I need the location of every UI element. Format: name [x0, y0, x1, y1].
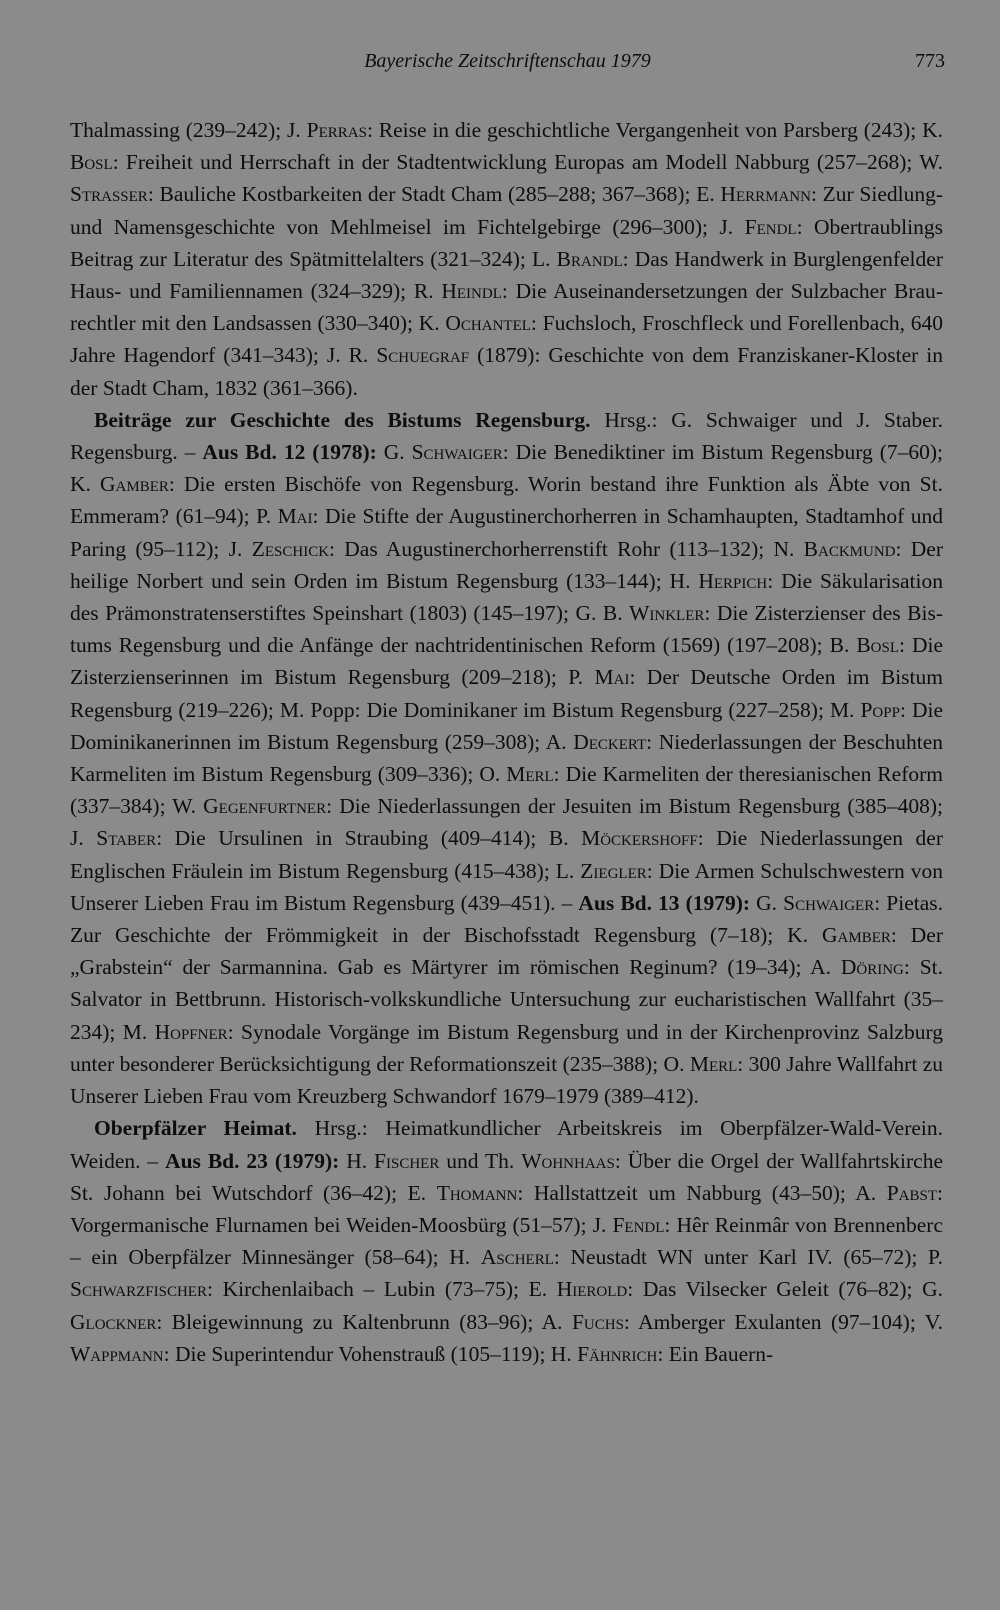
bold-heading: Aus Bd. 13 (1979): [578, 890, 751, 915]
author-name: Gamber [100, 472, 169, 497]
author-name: Hopfner [154, 1019, 228, 1044]
text-run: G. [376, 440, 412, 465]
text-run: : Neustadt WN unter Karl IV. (65–72); P. [553, 1245, 943, 1270]
text-run: : Hêr Reinmâr von Brennenberc – ein Oberpfälzer Minnesänger (58–64); H. [70, 1212, 943, 1270]
author-name: Thomann [436, 1180, 518, 1205]
text-run: : Die Dominikanerinnen im Bistum Regensburg (259–308); A. [70, 697, 943, 754]
text-run: Thalmassing (239–242); J. [70, 118, 307, 142]
bold-heading: Beiträge zur Geschichte des Bistums Regensburg. [94, 407, 591, 432]
text-run: : Kirchenlaibach – Lubin (73–75); E. [206, 1277, 557, 1302]
entry-paragraph [70, 1112, 943, 1370]
author-name: Glockner [70, 1309, 157, 1334]
bold-heading: Aus Bd. 23 (1979): [165, 1148, 340, 1173]
text-run: : Ein Bauern- [657, 1341, 774, 1366]
author-name: Gegenfurtner [203, 794, 327, 819]
text-run: : Der heilige Norbert und sein Orden im Bistum Regensburg (133–144); H. [70, 536, 944, 593]
author-name: Möckershoff [581, 826, 698, 851]
text-run: : 300 Jahre Wallfahrt zu Unserer Lieben Frau vom Kreuzberg Schwandorf 1679–1979 (389–412). [70, 1051, 943, 1109]
author-name: Fendl [744, 214, 797, 239]
author-name: Schuegraf [376, 343, 470, 368]
author-name: Mai [277, 504, 313, 529]
author-name: Fischer [374, 1148, 440, 1173]
author-name: Fähnrich [577, 1341, 658, 1366]
text-run: : Das Augustinerchorherrenstift Rohr (113–132); N. [329, 536, 804, 561]
text-run: : Vorgermanische Flurnamen bei Weiden-Moosbürg (51–57); J. [70, 1180, 943, 1237]
author-name: Perras [306, 118, 367, 142]
author-name: Popp [860, 697, 900, 722]
author-name: Merl [689, 1051, 738, 1076]
author-name: Gamber [822, 923, 891, 948]
text-run: : Die Superintendur Vohenstrauß (105–119); H. [163, 1341, 578, 1366]
text-run: und Th. [439, 1148, 522, 1173]
author-name: Döring [840, 955, 904, 980]
author-name: Bosl [856, 633, 899, 658]
author-name: Backmund [803, 536, 896, 561]
text-run: : Die Niederlassungen der Jesuiten im Bistum Regensburg (385–408); J. [70, 794, 943, 851]
author-name: Zeschick [251, 536, 330, 561]
text-run: G. [750, 890, 784, 915]
author-name: Schwaiger [783, 890, 875, 915]
author-name: Wappmann [70, 1341, 164, 1366]
bold-heading: Aus Bd. 12 (1978): [202, 440, 377, 465]
running-head [70, 50, 945, 76]
author-name: Ziegler [580, 858, 647, 883]
text-run: : Die Stifte der Augustinerchorherren in Schamhaupten, Stadtamhof und Paring (95–112); J. [70, 504, 943, 561]
author-name: Herrmann [720, 182, 811, 207]
author-name: Fuchs [571, 1309, 624, 1334]
text-run: : Bauliche Kostbarkeiten der Stadt Cham (285–288; 367–368); E. [147, 182, 721, 207]
author-name: Wohnhaas [521, 1148, 615, 1173]
author-name: Ascherl [480, 1245, 554, 1270]
entry-paragraph [70, 404, 943, 1112]
author-name: Hierold [556, 1277, 628, 1302]
author-name: Schwarzfischer [70, 1277, 207, 1302]
author-name: Brandl [556, 246, 623, 271]
text-run: : Die Karmeliten der theresianischen Reform (337–384); W. [70, 762, 943, 819]
text-run: : Die Ursulinen in Straubing (409–414); B. [156, 826, 582, 851]
text-run: Hrsg.: Heimatkundlicher Arbeitskreis im Oberpfälzer-Wald-Verein. Weiden. – [70, 1116, 944, 1173]
author-name: Winkler [629, 601, 705, 626]
author-name: Schwaiger [411, 440, 503, 465]
page-number: 773 [915, 50, 945, 72]
text-run: : Die Zisterzienser des Bistums Regensburg und die Anfänge der nachtridentinischen Reform (1569) (197–208); B. [70, 601, 943, 658]
text-run: : Freiheit und Herrschaft in der Stadtentwicklung Europas am Modell Nabburg (257–268); W. [112, 150, 943, 175]
author-name: Bosl [70, 150, 113, 175]
text-run: Hrsg.: G. Schwaiger und J. Staber. Regensburg. – [70, 407, 944, 465]
author-name: Deckert [573, 729, 647, 754]
running-title: Bayerische Zeitschriftenschau 1979 [364, 50, 651, 72]
text-run: : Obertraublings Beitrag zur Literatur des Spätmittelalters (321–324); L. [70, 214, 943, 271]
text-run: : Niederlassungen der Beschuhten Karmeliten im Bistum Regensburg (309–336); O. [70, 729, 943, 787]
author-name: Ochantel [445, 311, 531, 336]
text-run: : Zur Siedlung- und Namensgeschichte von Mehlmeisel im Fichtelgebirge (296–300); J. [70, 182, 943, 239]
text-run: : Bleigewinnung zu Kaltenbrunn (83–96); A. [156, 1309, 572, 1334]
body-text [70, 114, 943, 1370]
author-name: Mai [594, 665, 630, 690]
author-name: Heindl [441, 279, 502, 304]
text-run: : Reise in die geschichtliche Vergangenheit von Parsberg (243); K. [366, 118, 943, 142]
entry-paragraph [70, 114, 943, 404]
author-name: Staber [96, 826, 157, 851]
text-run: : Fuchsloch, Froschfleck und Forellenbach, 640 Jahre Hagendorf (341–343); J. R. [70, 311, 943, 368]
author-name: Herpich [698, 568, 768, 593]
text-run: : Das Handwerk in Burglengenfelder Haus- und Familiennamen (324–329); R. [70, 246, 943, 304]
text-run: H. [339, 1148, 375, 1173]
text-run: : Pietas. Zur Geschichte der Frömmigkeit in der Bischofsstadt Regensburg (7–18); K. [70, 890, 943, 948]
text-run: : Die Benediktiner im Bistum Regensburg (7–60); K. [70, 440, 943, 497]
text-run: : Der Deutsche Orden im Bistum Regensburg (219–226); M. Popp: Die Dominikaner im Bistum Regensburg (227–258); M. [70, 665, 943, 722]
author-name: Pabst [886, 1180, 938, 1205]
text-run: : Die Armen Schulschwestern von Unserer Lieben Frau im Bistum Regensburg (439–451). – [70, 858, 943, 915]
author-name: Fendl [612, 1212, 665, 1237]
text-run: : Die Säkularisation des Prämonstratenserstiftes Speinshart (1803) (145–197); G. B. [70, 568, 943, 626]
text-run: : Die Zisterzienserinnen im Bistum Regensburg (209–218); P. [70, 633, 943, 690]
text-run: : Hallstattzeit um Nabburg (43–50); A. [517, 1180, 887, 1205]
text-run: : Synodale Vorgänge im Bistum Regensburg und in der Kirchenprovinz Salzburg unter besonderer Berücksichtigung der Reformationszeit (235–388); O. [70, 1019, 943, 1076]
text-run: : Die Niederlassungen der Englischen Fräulein im Bistum Regensburg (415–438); L. [70, 826, 943, 883]
text-run: : Amberger Exulanten (97–104); V. [623, 1309, 943, 1334]
author-name: Merl [506, 762, 554, 787]
text-run: : Über die Orgel der Wallfahrtskirche St. Johann bei Wutschdorf (36–42); E. [70, 1148, 943, 1205]
text-run: : Die ersten Bischöfe von Regensburg. Worin bestand ihre Funktion als Äbte von St. Emmeram? (61–94); P. [70, 472, 943, 529]
text-run: : Der „Grabstein“ der Sarmannina. Gab es Märtyrer im römischen Reginum? (19–34); A. [70, 923, 943, 980]
author-name: Strasser [70, 182, 148, 207]
bold-heading: Oberpfälzer Heimat. [94, 1116, 297, 1141]
text-run: : St. Salvator in Bettbrunn. Historisch-volkskundliche Untersuchung zur eucharistischen Wallfahrt (35–234); M. [70, 955, 944, 1044]
text-run: (1879): Geschichte von dem Franziskaner-Kloster in der Stadt Cham, 1832 (361–366). [70, 343, 943, 400]
text-run: : Die Auseinandersetzungen der Sulzbacher Braurechtler mit den Landsassen (330–340); K. [70, 279, 943, 336]
text-run: : Das Vilsecker Geleit (76–82); G. [627, 1277, 944, 1302]
